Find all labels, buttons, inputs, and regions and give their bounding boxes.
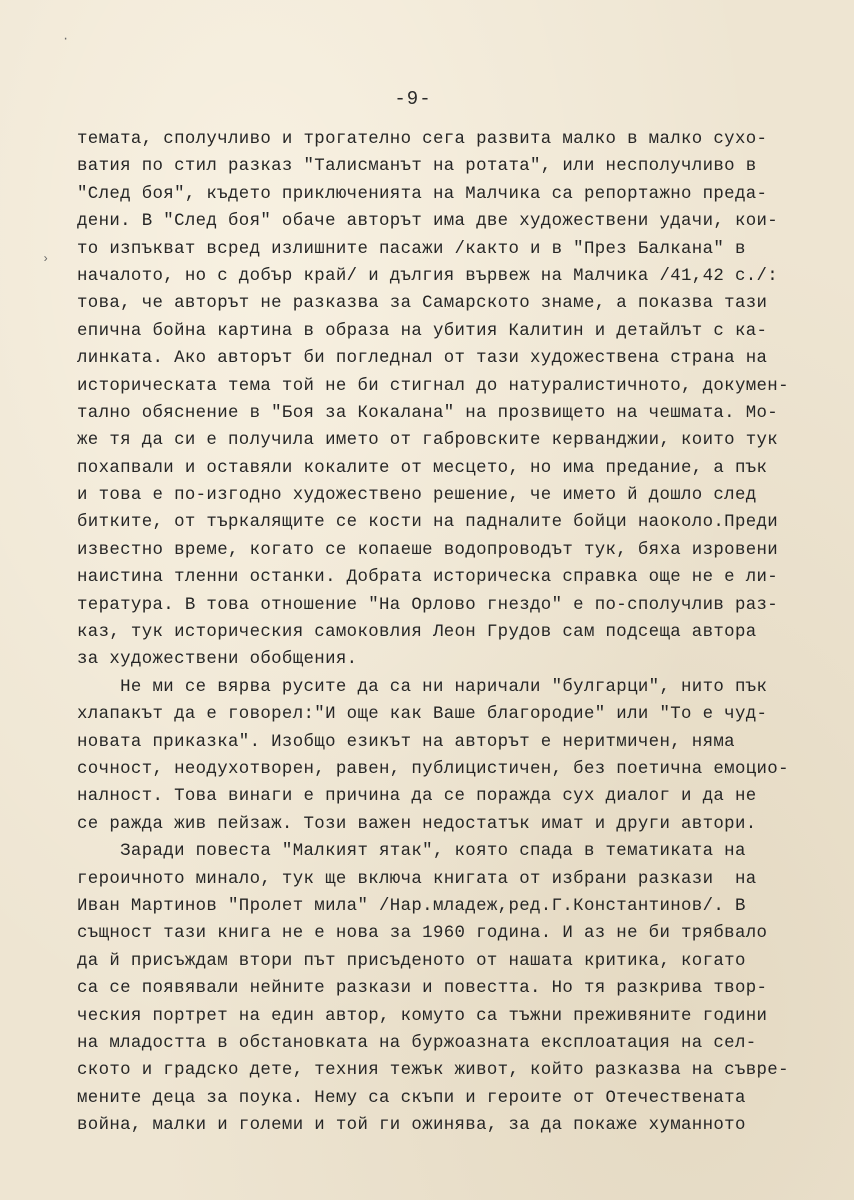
- text-line: се ражда жив пейзаж. Този важен недостатък имат и други автори.: [77, 814, 757, 834]
- body-text: [77, 126, 797, 1139]
- text-line: известно време, когато се копаеше водопроводът тук, бяха изровени: [77, 540, 779, 560]
- text-line: налност. Това винаги е причина да се поражда сух диалог и да не: [77, 787, 757, 807]
- text-line: тература. В това отношение "На Орлово гнездо" е по-сполучлив раз-: [77, 595, 779, 615]
- page-number: -9-: [394, 88, 432, 110]
- text-line: линката. Ако авторът би погледнал от тази художествена страна на: [77, 349, 768, 369]
- text-line: война, малки и големи и той ги ожинява, за да покаже хуманното: [77, 1116, 746, 1136]
- text-line: да й присъждам втори път присъденото от нашата критика, когато: [77, 951, 746, 971]
- text-line: хлапакът да е говорел:"И още как Ваше благородие" или "То е чуд-: [77, 705, 768, 725]
- text-line: наистина тленни останки. Добрата историческа справка още не е ли-: [77, 568, 779, 588]
- text-line: ческия портрет на един автор, комуто са тъжни преживяните години: [77, 1006, 768, 1026]
- text-line: темата, сполучливо и трогателно сега развита малко в малко сухо-: [77, 130, 768, 149]
- text-line: мените деца за поука. Нему са скъпи и героите от Отечествената: [77, 1088, 746, 1108]
- text-line: то изпъкват всред излишните пасажи /както и в "През Балкана" в: [77, 239, 746, 259]
- text-line: битките, от търкалящите се кости на падналите бойци наоколо.Преди: [77, 513, 779, 533]
- text-line: тално обяснение в "Боя за Кокалана" на прозвището на чешмата. Мо-: [77, 403, 779, 423]
- text-line: са се появявали нейните разкази и повестта. Но тя разкрива твор-: [77, 979, 768, 999]
- paper-speck: ·: [62, 32, 70, 46]
- text-line: каз, тук историческия самоковлия Леон Грудов сам подсеща автора: [77, 623, 757, 643]
- text-line: же тя да си е получила името от габровските керванджии, които тук: [77, 431, 779, 451]
- text-line: Не ми се вярва руситe да са ни наричали "булгарци", нито пък: [77, 677, 768, 697]
- text-line: и това е по-изгодно художествено решение, че името й дошло след: [77, 486, 757, 506]
- text-line: това, че авторът не разказва за Самарското знаме, а показва тази: [77, 294, 768, 314]
- text-line: на младостта в обстановката на буржоазната експлоатация на сел-: [77, 1033, 757, 1053]
- text-line: "След боя", където приключенията на Малчика са репортажно преда-: [77, 184, 768, 204]
- text-line: ското и градско дете, техния тежък живот, който разказва на съвре-: [77, 1061, 789, 1081]
- text-line: началото, но с добър край/ и дългия вървеж на Малчика /41,42 с./:: [77, 266, 779, 286]
- text-line: ватия по стил разказ "Талисманът на ротата", или несполучливо в: [77, 157, 757, 177]
- text-line: Иван Мартинов "Пролет мила" /Нар.младеж,ред.Г.Константинов/. В: [77, 896, 746, 916]
- paper-speck: ›: [42, 252, 50, 266]
- text-line: Заради повеста "Малкият ятак", която спада в тематиката на: [77, 842, 746, 862]
- text-line: за художествени обобщения.: [77, 650, 358, 670]
- text-line: героичното минало, тук ще включа книгата от избрани разкази на: [77, 869, 757, 889]
- text-line: новата приказка". Изобщо езикът на авторът е неритмичен, няма: [77, 732, 735, 752]
- text-line: епична бойна картина в образа на убития Калитин и детайлът с ка-: [77, 321, 768, 341]
- text-line: историческата тема той не би стигнал до натуралистичното, докумен-: [77, 376, 789, 396]
- text-line: сочност, неодухотворен, равен, публицистичен, без поетична емоцио-: [77, 759, 789, 779]
- text-line: същност тази книга не е нова за 1960 година. И аз не би трябвало: [77, 924, 768, 944]
- text-line: похапвали и оставяли кокалите от месцето, но има предание, а пък: [77, 458, 768, 478]
- text-line: дени. В "След боя" обаче авторът има две художествени удачи, кои-: [77, 212, 779, 232]
